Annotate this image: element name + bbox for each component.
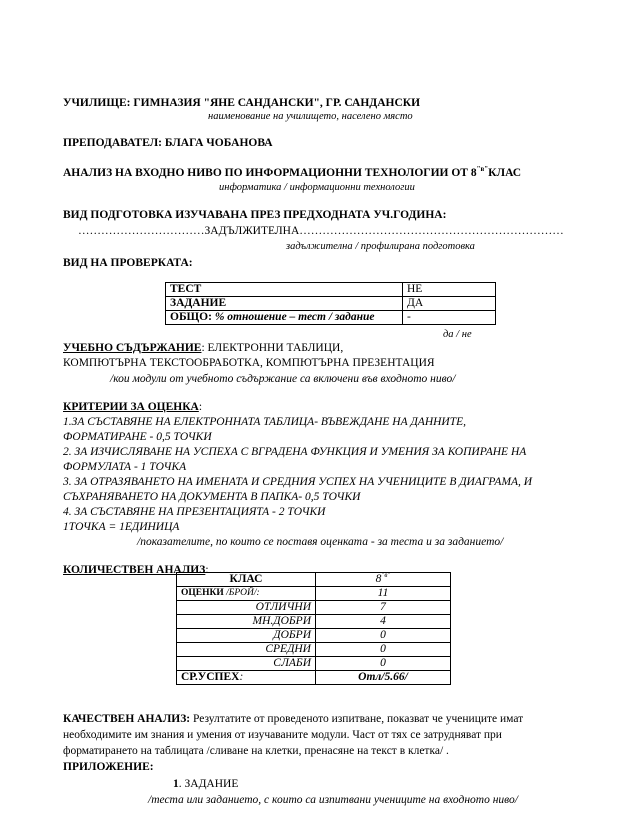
avg-row bbox=[177, 671, 451, 685]
criteria-colon: : bbox=[198, 401, 203, 413]
grade-label: МН.ДОБРИ bbox=[177, 615, 316, 629]
grade-value: 0 bbox=[316, 629, 451, 643]
class-value-cell bbox=[316, 573, 451, 587]
grade-label: ОТЛИЧНИ bbox=[177, 601, 316, 615]
prep-heading: ВИД ПОДГОТОВКА ИЗУЧАВАНА ПРЕЗ ПРЕДХОДНАТА УЧ.ГОДИНА: bbox=[63, 209, 447, 221]
criteria-line: 3. ЗА ОТРАЗЯВАНЕТО НА ИМЕНАТА И СРЕДНИЯ УСПЕХ НА УЧЕНИЦИТЕ В ДИАГРАМА, И bbox=[63, 476, 533, 488]
check-row bbox=[166, 297, 496, 311]
grade-value: 4 bbox=[316, 615, 451, 629]
criteria-heading: КРИТЕРИИ ЗА ОЦЕНКА bbox=[63, 401, 199, 413]
quant-class-row bbox=[177, 573, 451, 587]
avg-label-cell bbox=[177, 671, 316, 685]
grade-row bbox=[177, 629, 451, 643]
grade-row bbox=[177, 601, 451, 615]
criteria-line: СЪХРАНЯВАНЕТО НА ДОКУМЕНТА В ПАПКА- 0,5 ТОЧКИ bbox=[63, 491, 361, 503]
check-value: НЕ bbox=[403, 283, 496, 297]
criteria-caption: /показателите, по които се поставя оценката - за теста и за заданието/ bbox=[137, 536, 504, 548]
appendix-item-num: 1 bbox=[173, 778, 179, 790]
criteria-heading-line bbox=[63, 400, 202, 414]
criteria-line: ФОРМАТИРАНЕ - 0,5 ТОЧКИ bbox=[63, 431, 212, 443]
analysis-title-sup: "в" bbox=[476, 165, 489, 174]
grade-value: 0 bbox=[316, 657, 451, 671]
check-table bbox=[165, 282, 496, 325]
grade-row bbox=[177, 643, 451, 657]
prep-value: ……………………………ЗАДЪЛЖИТЕЛНА…………………………………………………………… bbox=[78, 225, 564, 237]
grade-label: СЛАБИ bbox=[177, 657, 316, 671]
grades-label: ОЦЕНКИ bbox=[181, 588, 224, 598]
criteria-line: ФОРМУЛАТА - 1 ТОЧКА bbox=[63, 461, 187, 473]
check-total-bold: ОБЩО: bbox=[170, 311, 212, 323]
quality-line3: форматирането на таблицата /сливане на клетки, пренасяне на текст в клетка/ . bbox=[63, 745, 449, 757]
grade-value: 7 bbox=[316, 601, 451, 615]
analysis-title bbox=[63, 166, 521, 180]
appendix-item bbox=[173, 777, 238, 791]
content-line2: КОМПЮТЪРНА ТЕКСТООБРАБОТКА, КОМПЮТЪРНА ПРЕЗЕНТАЦИЯ bbox=[63, 357, 435, 369]
check-value: ДА bbox=[403, 297, 496, 311]
quality-line1 bbox=[63, 712, 523, 726]
grade-label: ДОБРИ bbox=[177, 629, 316, 643]
grades-unit: /БРОЙ/: bbox=[223, 588, 260, 598]
class-sup: "в" bbox=[381, 571, 391, 580]
analysis-caption: информатика / информационни технологии bbox=[219, 182, 415, 193]
quality-text1: Резултатите от проведеното изпитване, показват че учениците имат bbox=[190, 713, 524, 725]
check-label: ЗАДАНИЕ bbox=[166, 297, 403, 311]
content-text1: : ЕЛЕКТРОННИ ТАБЛИЦИ, bbox=[201, 342, 344, 354]
criteria-line: 2. ЗА ИЗЧИСЛЯВАНЕ НА УСПЕХА С ВГРАДЕНА ФУНКЦИЯ И УМЕНИЯ ЗА КОПИРАНЕ НА bbox=[63, 446, 527, 458]
avg-colon: : bbox=[239, 671, 244, 683]
check-value: - bbox=[403, 311, 496, 325]
school-caption: наименование на училището, населено място bbox=[208, 111, 413, 122]
criteria-line: 1ТОЧКА = 1ЕДИНИЦА bbox=[63, 521, 180, 533]
class-label: КЛАС bbox=[177, 573, 316, 587]
prep-caption: задължителна / профилирана подготовка bbox=[286, 241, 475, 252]
appendix-item-text: . ЗАДАНИЕ bbox=[178, 778, 239, 790]
check-label: ТЕСТ bbox=[166, 283, 403, 297]
avg-label: СР.УСПЕХ bbox=[181, 671, 240, 683]
check-row bbox=[166, 311, 496, 325]
appendix-caption: /теста или заданието, с които са изпитвани учениците на входното ниво/ bbox=[148, 794, 518, 806]
grade-row bbox=[177, 615, 451, 629]
grade-value: 0 bbox=[316, 643, 451, 657]
content-caption: /кои модули от учебното съдържание са включени във входното ниво/ bbox=[110, 373, 456, 385]
teacher-line: ПРЕПОДАВАТЕЛ: БЛАГА ЧОБАНОВА bbox=[63, 137, 273, 149]
class-value: 8 bbox=[375, 573, 382, 585]
criteria-line: 1.ЗА СЪСТАВЯНЕ НА ЕЛЕКТРОННАТА ТАБЛИЦА- ВЪВЕЖДАНЕ НА ДАННИТЕ, bbox=[63, 416, 467, 428]
quant-grades-row bbox=[177, 587, 451, 601]
check-caption: да / не bbox=[443, 329, 472, 340]
check-total-italic: % отношение – тест / задание bbox=[211, 311, 375, 323]
quant-colon: : bbox=[205, 564, 209, 576]
grades-label-cell bbox=[177, 587, 316, 601]
check-heading: ВИД НА ПРОВЕРКАТА: bbox=[63, 257, 193, 269]
quality-heading: КАЧЕСТВЕН АНАЛИЗ: bbox=[63, 713, 191, 725]
criteria-line: 4. ЗА СЪСТАВЯНЕ НА ПРЕЗЕНТАЦИЯТА - 2 ТОЧКИ bbox=[63, 506, 326, 518]
avg-value: Отл/5.66/ bbox=[316, 671, 451, 685]
quality-line2: необходимите им знания и умения от изучаваните модули. Част от тях се затрудняват при bbox=[63, 729, 502, 741]
content-heading: УЧЕБНО СЪДЪРЖАНИЕ bbox=[63, 342, 202, 354]
quant-table bbox=[176, 572, 451, 685]
analysis-title-main: АНАЛИЗ НА ВХОДНО НИВО ПО ИНФОРМАЦИОННИ ТЕХНОЛОГИИ ОТ 8 bbox=[63, 167, 477, 179]
grade-row bbox=[177, 657, 451, 671]
analysis-title-end: КЛАС bbox=[488, 167, 522, 179]
quant-heading: КОЛИЧЕСТВЕН АНАЛИЗ bbox=[63, 564, 206, 576]
grade-label: СРЕДНИ bbox=[177, 643, 316, 657]
appendix-heading: ПРИЛОЖЕНИЕ: bbox=[63, 761, 154, 773]
content-line1 bbox=[63, 341, 343, 355]
grades-total: 11 bbox=[316, 587, 451, 601]
check-row bbox=[166, 283, 496, 297]
check-label-total bbox=[166, 311, 403, 325]
school-line: УЧИЛИЩЕ: ГИМНАЗИЯ "ЯНЕ САНДАНСКИ", ГР. САНДАНСКИ bbox=[63, 97, 421, 109]
